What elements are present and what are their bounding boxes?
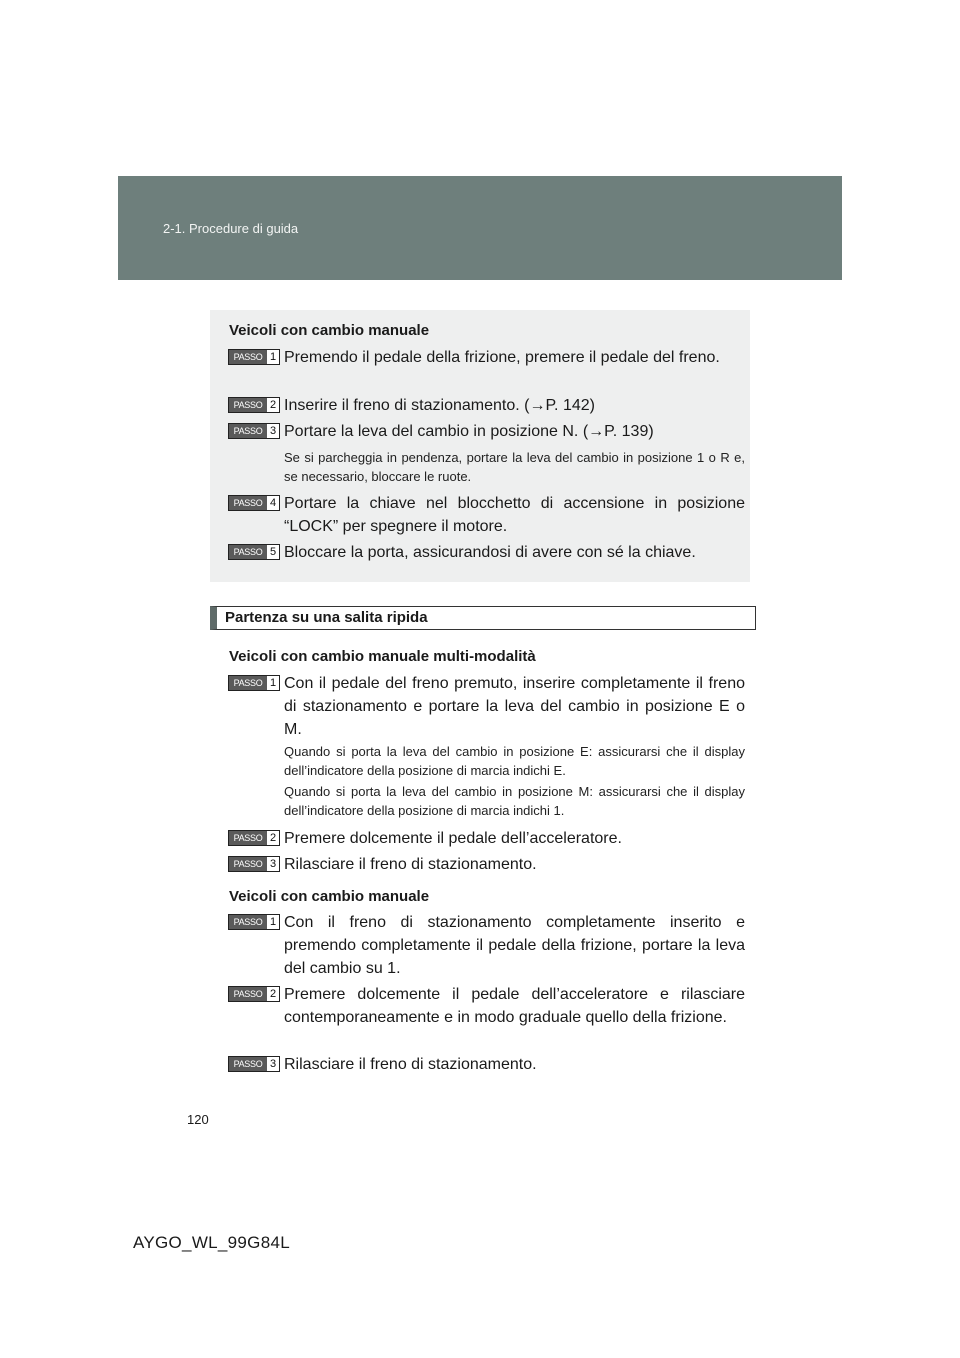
step-text: Rilasciare il freno di stazionamento. (284, 1056, 537, 1073)
step-text: Portare la leva del cambio in posizione N. (→P. 139) (284, 423, 654, 440)
step-text: Premere dolcemente il pedale dell’acceleratore. (284, 830, 622, 847)
step-item (228, 346, 745, 369)
step-badge: PASSO 1 (228, 914, 280, 930)
step-note: Quando si porta la leva del cambio in posizione M: assicurarsi che il display dell’indicatore della posizione di marcia indichi 1. (284, 784, 745, 818)
step-badge: PASSO 3 (228, 1056, 280, 1072)
step-text: Con il freno di stazionamento completamente inserito e premendo completamente il pedale della frizione, portare la leva del cambio su 1. (284, 914, 745, 977)
step-item (228, 853, 745, 876)
step-item (228, 394, 745, 417)
step-badge: PASSO 4 (228, 495, 280, 511)
step-text: Inserire il freno di stazionamento. (→P. 142) (284, 397, 595, 414)
step-item (228, 983, 745, 1029)
step-text: Portare la chiave nel blocchetto di accensione in posizione “LOCK” per spegnere il motore. (284, 495, 745, 535)
step-text: Rilasciare il freno di stazionamento. (284, 856, 537, 873)
step-item (228, 672, 745, 741)
step-item (228, 492, 745, 538)
step-badge: PASSO 5 (228, 544, 280, 560)
step-badge: PASSO 2 (228, 397, 280, 413)
section-heading (210, 606, 756, 630)
step-note: Se si parcheggia in pendenza, portare la leva del cambio in posizione 1 o R e, se necessario, bloccare le ruote. (284, 450, 745, 484)
manual-parking-subtitle: Veicoli con cambio manuale (229, 322, 430, 339)
step-note: Quando si porta la leva del cambio in posizione E: assicurarsi che il display dell’indicatore della posizione di marcia indichi E. (284, 744, 745, 778)
step-item (228, 1053, 745, 1076)
step-item (228, 827, 745, 850)
header-band (118, 176, 842, 280)
step-text: Premere dolcemente il pedale dell’acceleratore e rilasciare contemporaneamente e in modo graduale quello della frizione. (284, 986, 745, 1026)
page-number: 120 (187, 1112, 209, 1127)
step-badge: PASSO 2 (228, 830, 280, 846)
step-text: Bloccare la porta, assicurandosi di avere con sé la chiave. (284, 544, 696, 561)
step-badge: PASSO 2 (228, 986, 280, 1002)
step-item (228, 541, 745, 564)
document-code: AYGO_WL_99G84L (133, 1233, 290, 1252)
section-heading-text: Partenza su una salita ripida (225, 609, 428, 626)
section-label: 2-1. Procedure di guida (163, 221, 299, 236)
step-badge: PASSO 3 (228, 856, 280, 872)
step-badge: PASSO 1 (228, 349, 280, 365)
step-item (228, 911, 745, 980)
manual-subtitle: Veicoli con cambio manuale (229, 888, 430, 905)
multimode-subtitle: Veicoli con cambio manuale multi-modalità (229, 648, 536, 665)
step-text: Premendo il pedale della frizione, premere il pedale del freno. (284, 349, 720, 366)
step-text: Con il pedale del freno premuto, inserire completamente il freno di stazionamento e portare la leva del cambio in posizione E o M. (284, 675, 745, 738)
step-badge: PASSO 3 (228, 423, 280, 439)
step-badge: PASSO 1 (228, 675, 280, 691)
step-item (228, 420, 745, 443)
